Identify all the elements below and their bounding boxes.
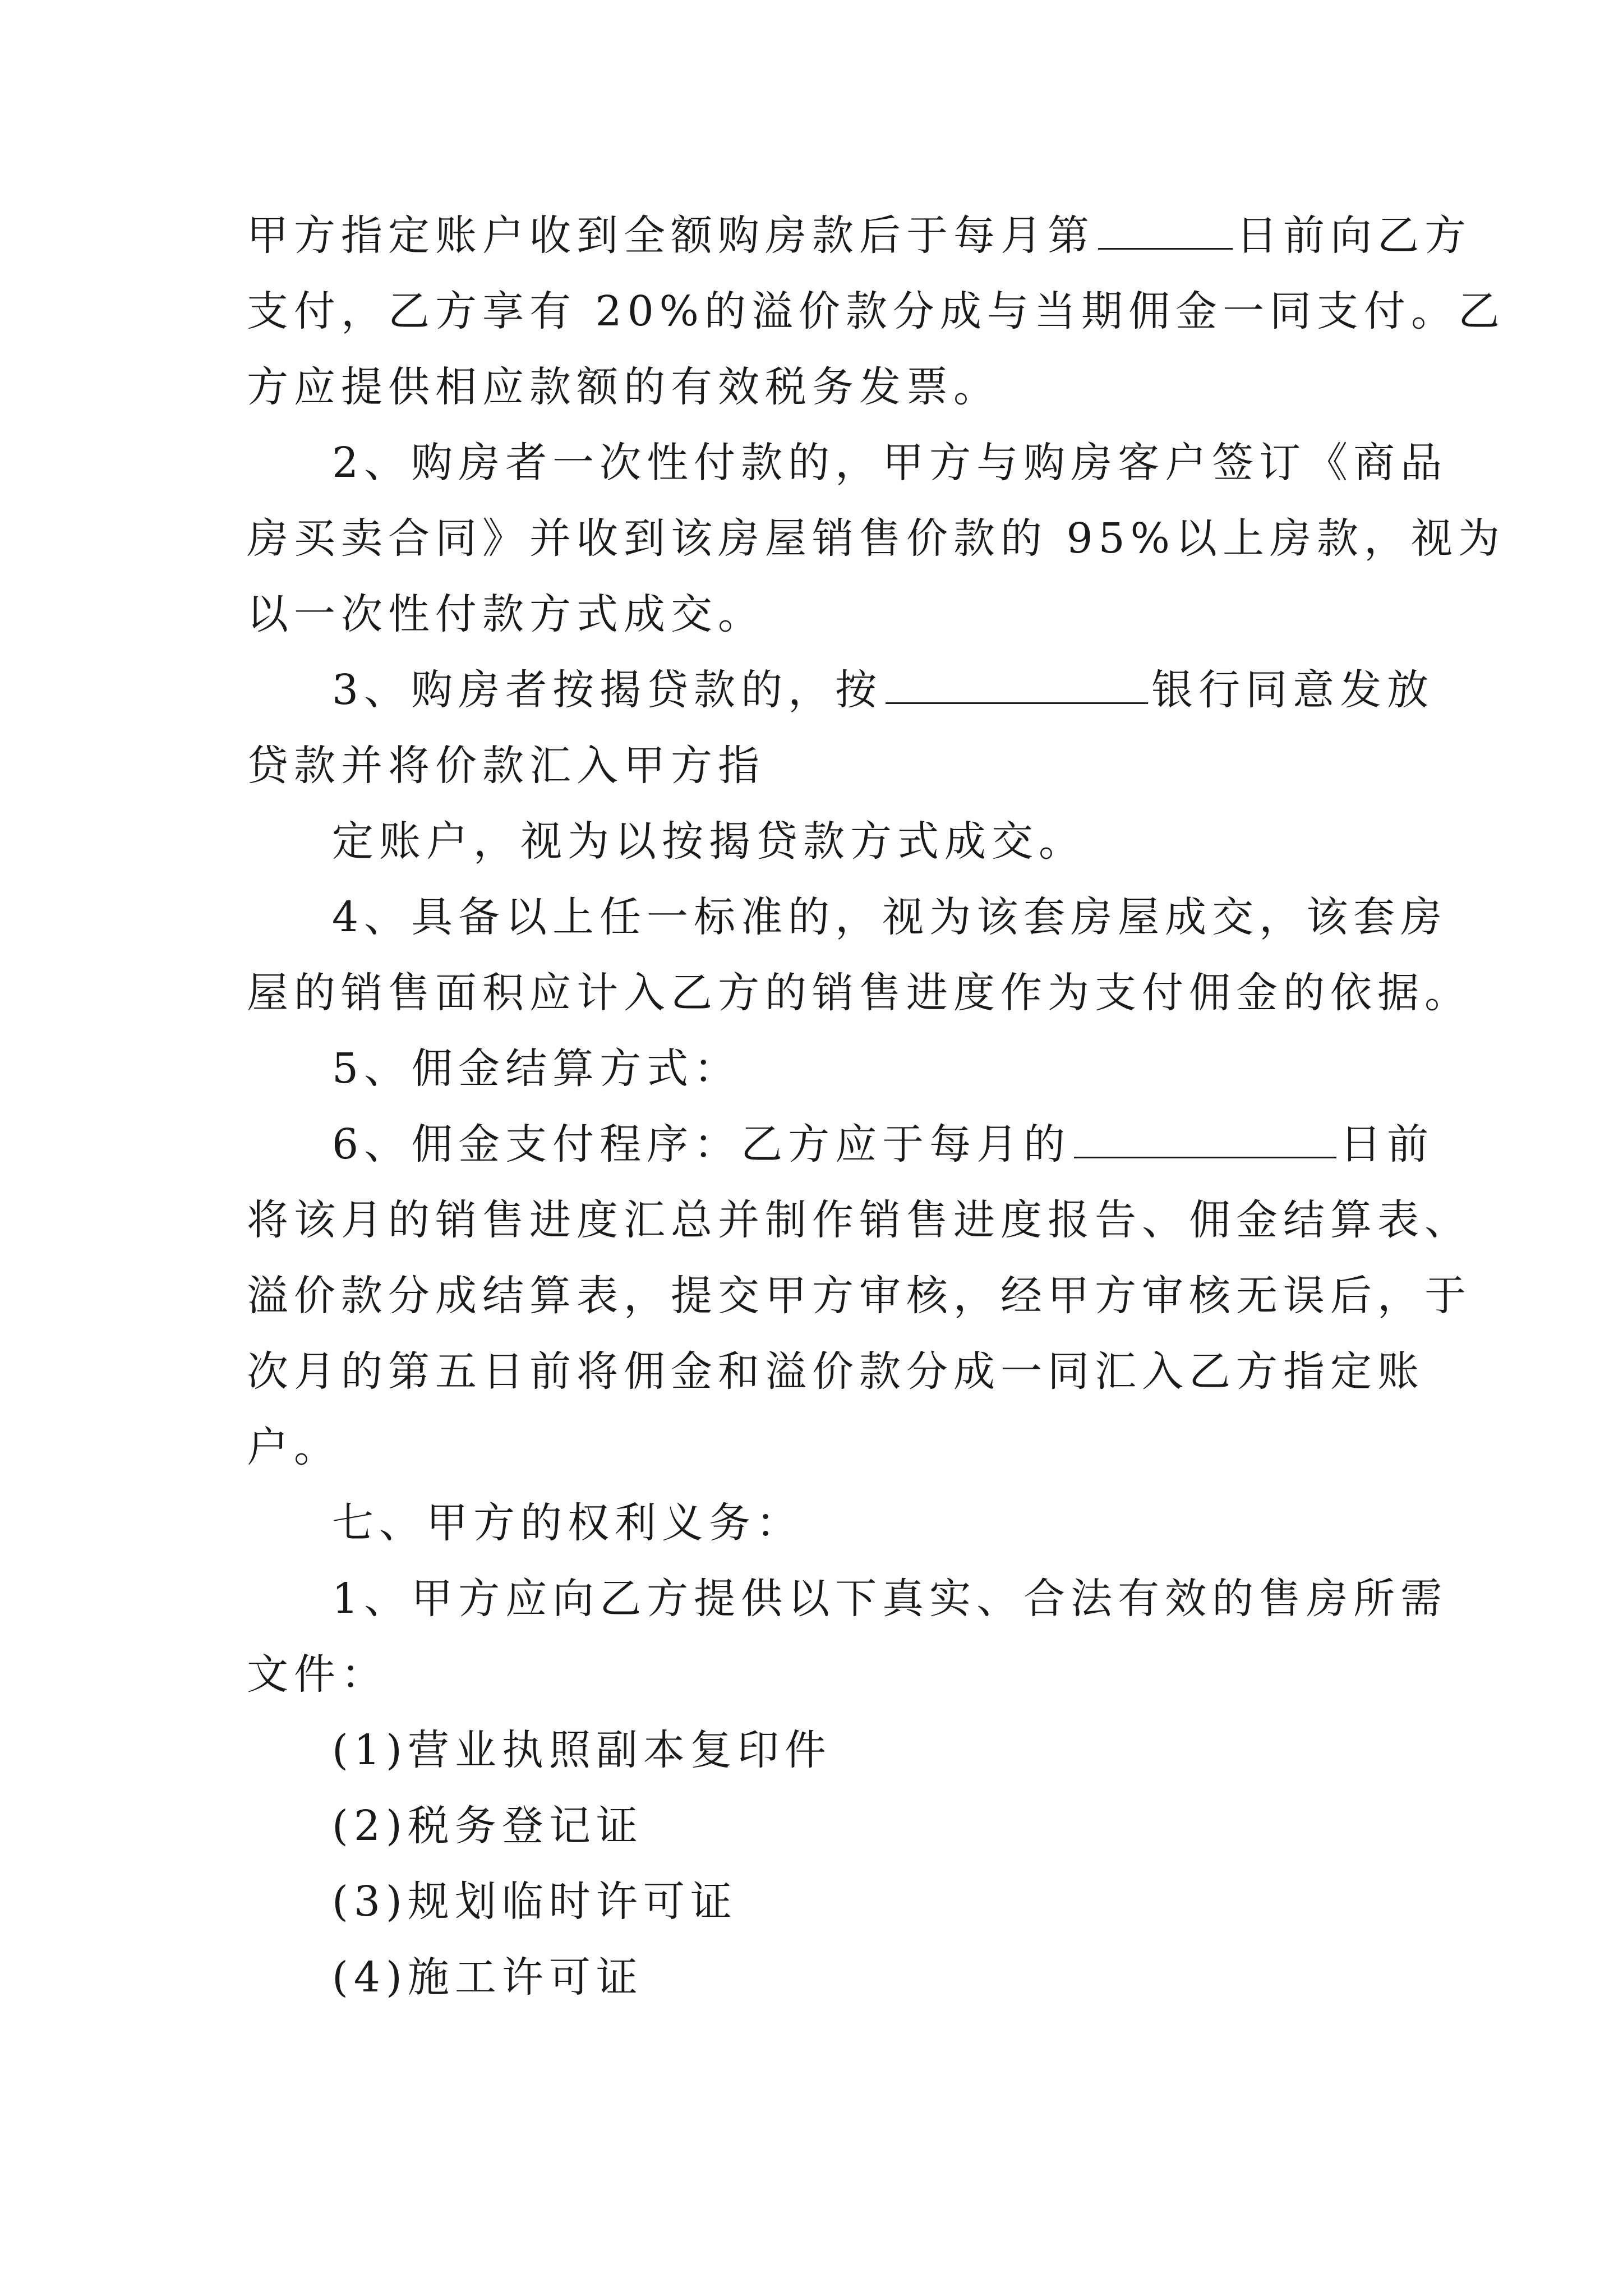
- paragraph-1-line-3: 方应提供相应款额的有效税务发票。: [247, 363, 1000, 411]
- paragraph-1-line-1: 甲方指定账户收到全额购房款后于每月第 日前向乙方: [247, 208, 1472, 264]
- item-4-line-2: 屋的销售面积应计入乙方的销售进度作为支付佣金的依据。: [247, 969, 1472, 1017]
- paragraph-1-line-2: 支付，乙方享有 20%的溢价款分成与当期佣金一同支付。乙: [247, 287, 1505, 335]
- doc-list-item: (3)规划临时许可证: [332, 1878, 737, 1926]
- day-blank-1: [1098, 208, 1233, 250]
- item-2-line-3: 以一次性付款方式成交。: [247, 590, 765, 638]
- item-3-line-1: 3、购房者按揭贷款的，按 银行同意发放: [332, 662, 1434, 718]
- item-5-line-1: 5、佣金结算方式：: [332, 1045, 741, 1093]
- item-3-line-3: 定账户，视为以按揭贷款方式成交。: [332, 817, 1086, 866]
- section-7-heading: 七、甲方的权利义务：: [332, 1499, 803, 1547]
- section-7-item-1-line-2: 文件：: [247, 1650, 388, 1699]
- item-2-line-1: 2、购房者一次性付款的，甲方与购房客户签订《商品: [332, 439, 1448, 487]
- doc-list-item: (2)税务登记证: [332, 1802, 643, 1850]
- item-6-line-4: 次月的第五日前将佣金和溢价款分成一同汇入乙方指定账: [247, 1347, 1424, 1396]
- item-2-line-2: 房买卖合同》并收到该房屋销售价款的 95%以上房款，视为: [247, 514, 1505, 563]
- day-blank-2: [1074, 1116, 1336, 1158]
- item-4-line-1: 4、具备以上任一标准的，视为该套房屋成交，该套房: [332, 893, 1448, 941]
- item-6-line-2: 将该月的销售进度汇总并制作销售进度报告、佣金结算表、: [247, 1196, 1472, 1244]
- item-6-line-5: 户。: [247, 1423, 341, 1471]
- item-6-line-1: 6、佣金支付程序：乙方应于每月的 日前: [332, 1116, 1434, 1172]
- section-7-item-1-line-1: 1、甲方应向乙方提供以下真实、合法有效的售房所需: [332, 1575, 1448, 1623]
- item-6-line-3: 溢价款分成结算表，提交甲方审核，经甲方审核无误后，于: [247, 1272, 1472, 1320]
- doc-list-item: (4)施工许可证: [332, 1953, 643, 2001]
- item-3-line-2: 贷款并将价款汇入甲方指: [247, 742, 765, 790]
- bank-blank: [886, 662, 1148, 704]
- doc-list-item: (1)营业执照副本复印件: [332, 1726, 832, 1774]
